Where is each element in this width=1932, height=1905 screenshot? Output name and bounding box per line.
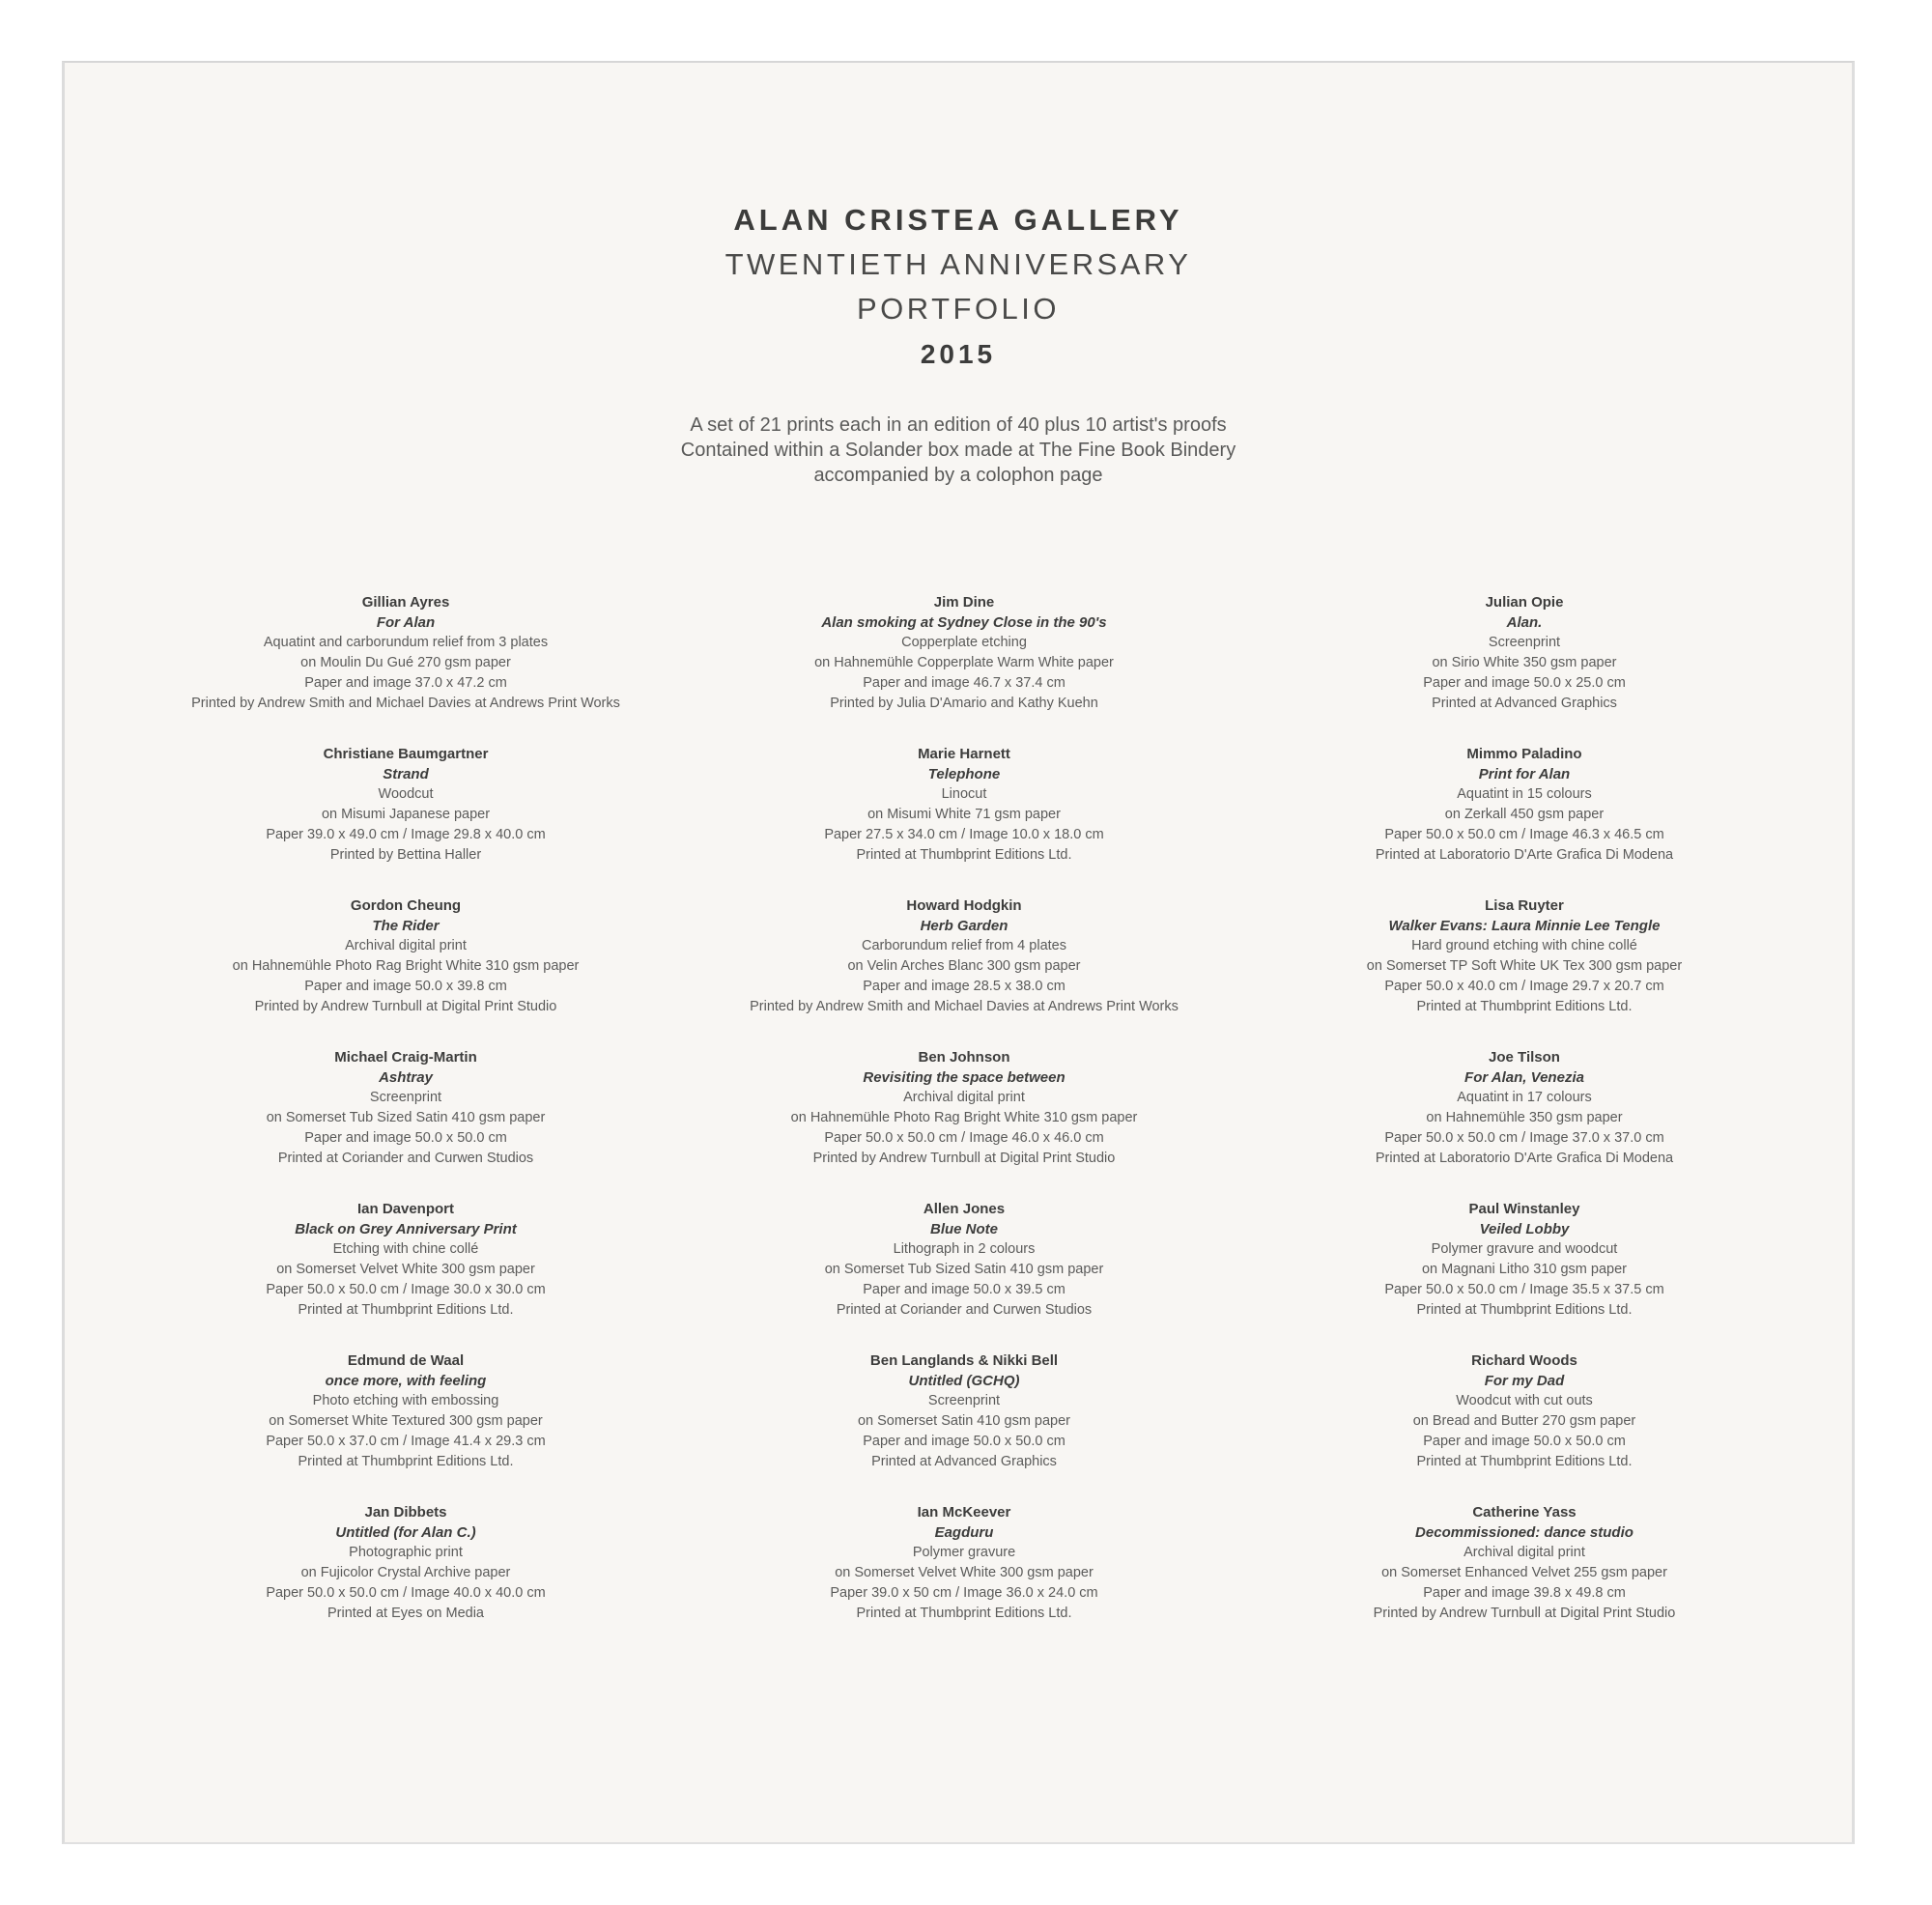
print-title: For Alan, Venezia — [1464, 1069, 1584, 1086]
paper-type: on Somerset Enhanced Velvet 255 gsm paper — [1381, 1565, 1667, 1580]
dimensions: Paper and image 50.0 x 39.8 cm — [304, 979, 507, 994]
print-title: Untitled (for Alan C.) — [335, 1524, 476, 1541]
printer-credit: Printed at Coriander and Curwen Studios — [836, 1302, 1093, 1318]
technique: Archival digital print — [1463, 1545, 1585, 1560]
dimensions: Paper 50.0 x 50.0 cm / Image 40.0 x 40.0 cm — [266, 1585, 546, 1601]
print-title: Untitled (GCHQ) — [908, 1373, 1020, 1389]
artist-name: Michael Craig-Martin — [334, 1049, 477, 1066]
paper-type: on Somerset White Textured 300 gsm paper — [269, 1413, 543, 1429]
printer-credit: Printed by Andrew Turnbull at Digital Print Studio — [254, 999, 557, 1014]
printer-credit: Printed at Thumbprint Editions Ltd. — [1416, 999, 1633, 1014]
print-title: For my Dad — [1484, 1373, 1565, 1389]
paper-type: on Somerset TP Soft White UK Tex 300 gsm paper — [1366, 958, 1683, 974]
technique: Screenprint — [369, 1090, 442, 1105]
print-entry — [674, 1502, 1254, 1654]
artist-name: Edmund de Waal — [347, 1352, 465, 1369]
dimensions: Paper 50.0 x 40.0 cm / Image 29.7 x 20.7 cm — [1384, 979, 1664, 994]
subtitle-line-1: TWENTIETH ANNIVERSARY — [724, 247, 1192, 281]
artist-name: Paul Winstanley — [1468, 1201, 1580, 1217]
print-entry — [1235, 744, 1814, 896]
print-title: Walker Evans: Laura Minnie Lee Tengle — [1388, 918, 1661, 934]
artist-name: Gillian Ayres — [361, 594, 450, 611]
column-right — [1235, 592, 1814, 1654]
printer-credit: Printed at Coriander and Curwen Studios — [277, 1151, 534, 1166]
print-entry — [116, 1351, 696, 1502]
technique: Archival digital print — [345, 938, 467, 953]
dimensions: Paper and image 46.7 x 37.4 cm — [863, 675, 1065, 691]
print-title: Veiled Lobby — [1479, 1221, 1570, 1237]
print-title: Herb Garden — [920, 918, 1009, 934]
printer-credit: Printed by Julia D'Amario and Kathy Kuehn — [830, 696, 1098, 711]
paper-type: on Zerkall 450 gsm paper — [1444, 807, 1605, 822]
dimensions: Paper and image 37.0 x 47.2 cm — [304, 675, 507, 691]
paper-type: on Magnani Litho 310 gsm paper — [1421, 1262, 1627, 1277]
print-entry — [674, 1047, 1254, 1199]
printer-credit: Printed at Eyes on Media — [327, 1606, 484, 1621]
paper-type: on Moulin Du Gué 270 gsm paper — [300, 655, 511, 670]
printer-credit: Printed at Advanced Graphics — [871, 1454, 1057, 1469]
artist-name: Marie Harnett — [918, 746, 1010, 762]
paper-type: on Hahnemühle Photo Rag Bright White 310 gsm paper — [232, 958, 580, 974]
paper-type: on Somerset Tub Sized Satin 410 gsm paper — [824, 1262, 1104, 1277]
technique: Aquatint and carborundum relief from 3 plates — [263, 635, 549, 650]
paper-type: on Hahnemühle 350 gsm paper — [1426, 1110, 1623, 1125]
printer-credit: Printed by Bettina Haller — [329, 847, 482, 863]
print-title: Strand — [383, 766, 429, 782]
paper-type: on Hahnemühle Photo Rag Bright White 310 gsm paper — [790, 1110, 1138, 1125]
dimensions: Paper 50.0 x 50.0 cm / Image 46.0 x 46.0 cm — [824, 1130, 1104, 1146]
column-left — [116, 592, 696, 1654]
paper-type: on Somerset Satin 410 gsm paper — [857, 1413, 1071, 1429]
artist-name: Christiane Baumgartner — [323, 746, 489, 762]
printer-credit: Printed at Thumbprint Editions Ltd. — [298, 1454, 514, 1469]
dimensions: Paper 27.5 x 34.0 cm / Image 10.0 x 18.0 cm — [824, 827, 1104, 842]
artist-name: Ben Johnson — [918, 1049, 1010, 1066]
printer-credit: Printed at Thumbprint Editions Ltd. — [1416, 1302, 1633, 1318]
artist-name: Ian McKeever — [917, 1504, 1011, 1521]
print-entry — [674, 896, 1254, 1047]
artist-name: Jan Dibbets — [364, 1504, 447, 1521]
technique: Photo etching with embossing — [312, 1393, 499, 1408]
technique: Hard ground etching with chine collé — [1411, 938, 1637, 953]
dimensions: Paper 50.0 x 37.0 cm / Image 41.4 x 29.3 cm — [266, 1434, 546, 1449]
dimensions: Paper 50.0 x 50.0 cm / Image 37.0 x 37.0 cm — [1384, 1130, 1664, 1146]
artist-name: Julian Opie — [1485, 594, 1564, 611]
intro-line-3: accompanied by a colophon page — [813, 465, 1103, 486]
dimensions: Paper 50.0 x 50.0 cm / Image 46.3 x 46.5 cm — [1384, 827, 1664, 842]
print-title: Black on Grey Anniversary Print — [295, 1221, 517, 1237]
print-entry — [1235, 1047, 1814, 1199]
printer-credit: Printed at Thumbprint Editions Ltd. — [298, 1302, 514, 1318]
print-entry — [674, 592, 1254, 744]
technique: Etching with chine collé — [332, 1241, 479, 1257]
paper-type: on Somerset Velvet White 300 gsm paper — [835, 1565, 1094, 1580]
print-title: Revisiting the space between — [863, 1069, 1065, 1086]
paper-type: on Hahnemühle Copperplate Warm White paper — [814, 655, 1114, 670]
technique: Linocut — [941, 786, 987, 802]
print-entry — [1235, 1351, 1814, 1502]
dimensions: Paper and image 50.0 x 50.0 cm — [1423, 1434, 1626, 1449]
colophon-sheet — [62, 61, 1855, 1844]
dimensions: Paper 50.0 x 50.0 cm / Image 30.0 x 30.0 cm — [266, 1282, 546, 1297]
printer-credit: Printed at Laboratorio D'Arte Grafica Di Modena — [1375, 847, 1674, 863]
print-entry — [674, 1199, 1254, 1351]
column-center — [674, 592, 1254, 1654]
technique: Polymer gravure and woodcut — [1431, 1241, 1618, 1257]
artist-name: Joe Tilson — [1489, 1049, 1560, 1066]
dimensions: Paper and image 50.0 x 39.5 cm — [863, 1282, 1065, 1297]
artist-name: Richard Woods — [1471, 1352, 1577, 1369]
technique: Aquatint in 15 colours — [1457, 786, 1592, 802]
paper-type: on Velin Arches Blanc 300 gsm paper — [847, 958, 1081, 974]
artist-name: Gordon Cheung — [350, 897, 462, 914]
print-entry — [1235, 1502, 1814, 1654]
paper-type: on Fujicolor Crystal Archive paper — [300, 1565, 511, 1580]
print-title: Print for Alan — [1478, 766, 1571, 782]
technique: Polymer gravure — [912, 1545, 1016, 1560]
print-title: The Rider — [372, 918, 440, 934]
dimensions: Paper and image 50.0 x 25.0 cm — [1423, 675, 1626, 691]
print-entry — [1235, 592, 1814, 744]
print-title: Alan smoking at Sydney Close in the 90's — [821, 614, 1107, 631]
print-entry — [116, 896, 696, 1047]
print-entry — [116, 1502, 696, 1654]
print-title: For Alan — [376, 614, 436, 631]
artist-name: Lisa Ruyter — [1485, 897, 1564, 914]
artist-name: Allen Jones — [923, 1201, 1006, 1217]
intro-line-2: Contained within a Solander box made at The Fine Book Bindery — [680, 440, 1236, 461]
technique: Archival digital print — [903, 1090, 1025, 1105]
printer-credit: Printed by Andrew Turnbull at Digital Print Studio — [812, 1151, 1116, 1166]
technique: Lithograph in 2 colours — [893, 1241, 1036, 1257]
paper-type: on Somerset Velvet White 300 gsm paper — [276, 1262, 535, 1277]
technique: Copperplate etching — [901, 635, 1027, 650]
dimensions: Paper and image 39.8 x 49.8 cm — [1423, 1585, 1626, 1601]
printer-credit: Printed at Thumbprint Editions Ltd. — [1416, 1454, 1633, 1469]
printer-credit: Printed by Andrew Smith and Michael Davies at Andrews Print Works — [750, 999, 1179, 1014]
technique: Photographic print — [349, 1545, 463, 1560]
artist-name: Jim Dine — [933, 594, 995, 611]
print-entry — [116, 1047, 696, 1199]
print-title: Blue Note — [929, 1221, 998, 1237]
print-entry — [674, 1351, 1254, 1502]
gallery-name: ALAN CRISTEA GALLERY — [733, 203, 1183, 237]
print-title: Ashtray — [379, 1069, 433, 1086]
printer-credit: Printed by Andrew Smith and Michael Davies at Andrews Print Works — [191, 696, 620, 711]
dimensions: Paper 39.0 x 50 cm / Image 36.0 x 24.0 cm — [830, 1585, 1098, 1601]
dimensions: Paper 50.0 x 50.0 cm / Image 35.5 x 37.5 cm — [1384, 1282, 1664, 1297]
dimensions: Paper 39.0 x 49.0 cm / Image 29.8 x 40.0 cm — [266, 827, 546, 842]
print-title: Eagduru — [934, 1524, 994, 1541]
paper-type: on Misumi Japanese paper — [321, 807, 491, 822]
print-title: Telephone — [927, 766, 1001, 782]
year: 2015 — [920, 339, 997, 369]
intro-text — [65, 412, 1852, 488]
print-entry — [1235, 1199, 1814, 1351]
artist-name: Ben Langlands & Nikki Bell — [869, 1352, 1059, 1369]
print-entry — [1235, 896, 1814, 1047]
artist-name: Howard Hodgkin — [906, 897, 1022, 914]
paper-type: on Sirio White 350 gsm paper — [1432, 655, 1617, 670]
printer-credit: Printed at Advanced Graphics — [1432, 696, 1617, 711]
artist-name: Catherine Yass — [1472, 1504, 1577, 1521]
dimensions: Paper and image 50.0 x 50.0 cm — [304, 1130, 507, 1146]
technique: Woodcut — [378, 786, 434, 802]
print-entry — [674, 744, 1254, 896]
technique: Carborundum relief from 4 plates — [862, 938, 1066, 953]
printer-credit: Printed at Thumbprint Editions Ltd. — [856, 1606, 1072, 1621]
subtitle-line-2: PORTFOLIO — [856, 292, 1061, 326]
print-title: Alan. — [1506, 614, 1543, 631]
header — [65, 198, 1852, 488]
print-title: Decommissioned: dance studio — [1415, 1524, 1634, 1541]
printer-credit: Printed by Andrew Turnbull at Digital Print Studio — [1373, 1606, 1676, 1621]
technique: Aquatint in 17 colours — [1457, 1090, 1592, 1105]
technique: Screenprint — [927, 1393, 1001, 1408]
dimensions: Paper and image 50.0 x 50.0 cm — [863, 1434, 1065, 1449]
technique: Screenprint — [1488, 635, 1561, 650]
paper-type: on Somerset Tub Sized Satin 410 gsm paper — [266, 1110, 546, 1125]
artist-name: Ian Davenport — [356, 1201, 455, 1217]
paper-type: on Bread and Butter 270 gsm paper — [1412, 1413, 1636, 1429]
artist-name: Mimmo Paladino — [1466, 746, 1582, 762]
print-title: once more, with feeling — [325, 1373, 487, 1389]
printer-credit: Printed at Laboratorio D'Arte Grafica Di Modena — [1375, 1151, 1674, 1166]
print-entry — [116, 1199, 696, 1351]
printer-credit: Printed at Thumbprint Editions Ltd. — [856, 847, 1072, 863]
technique: Woodcut with cut outs — [1456, 1393, 1593, 1408]
dimensions: Paper and image 28.5 x 38.0 cm — [863, 979, 1065, 994]
intro-line-1: A set of 21 prints each in an edition of 40 plus 10 artist's proofs — [690, 414, 1227, 436]
paper-type: on Misumi White 71 gsm paper — [867, 807, 1061, 822]
print-entry — [116, 744, 696, 896]
print-entry — [116, 592, 696, 744]
